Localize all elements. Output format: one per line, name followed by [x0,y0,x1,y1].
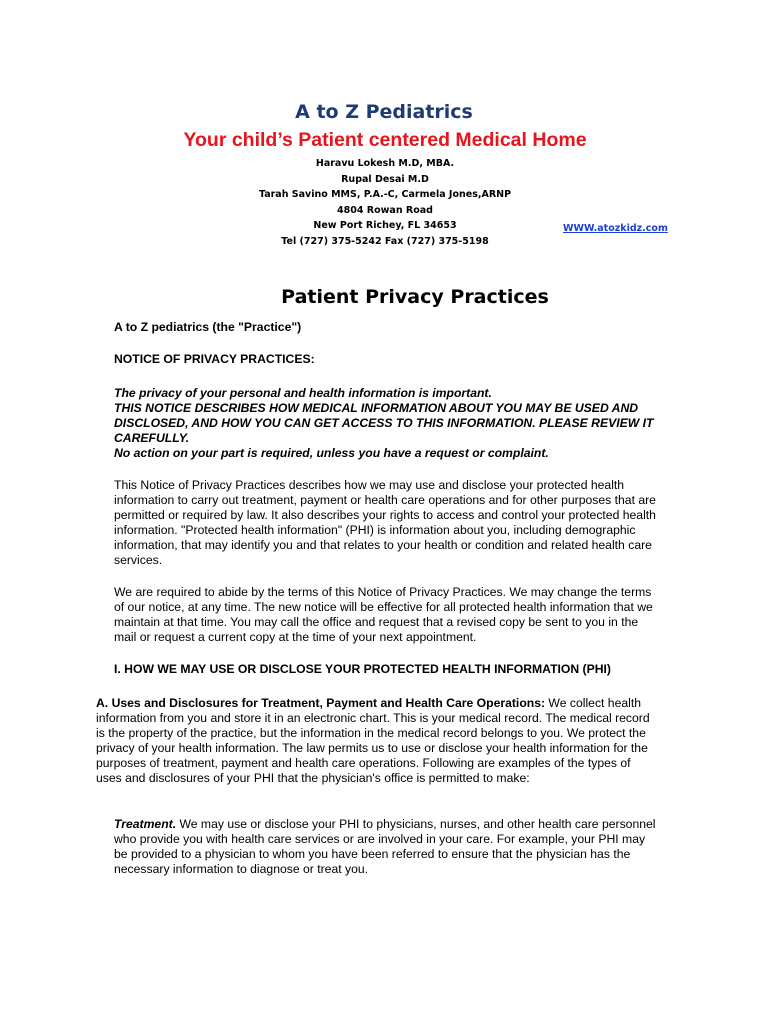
treatment-paragraph [114,817,659,877]
section-heading: I. HOW WE MAY USE OR DISCLOSE YOUR PROTECTED HEALTH INFORMATION (PHI) [114,662,611,676]
paragraph-text: This Notice of Privacy Practices describes how we may use and disclose your protected health information to carry out treatment, payment or health care operations and for other purposes that are permitted or required by law. It also describes your rights to access and control your protected health information. "Protected health information" (PHI) is information about you, including demographic information, that may identify you and that relates to your health or condition and related health care services. [114,478,656,567]
practice-line [114,320,659,335]
important-line: THIS NOTICE DESCRIBES HOW MEDICAL INFORMATION ABOUT YOU MAY BE USED AND DISCLOSED, AND HOW YOU CAN GET ACCESS TO THIS INFORMATION. PLEASE REVIEW IT CAREFULLY. [114,401,654,445]
notice-heading-block [114,352,659,367]
website-link[interactable]: WWW.atozkidz.com [563,223,668,234]
practice-tagline: Your child’s Patient centered Medical Home [183,129,587,151]
paragraph-text: We are required to abide by the terms of this Notice of Privacy Practices. We may change the terms of our notice, at any time. The new notice will be effective for all protected health information that we maintain at that time. You may call the office and request that a revised copy be sent to you in the mail or request a current copy at the time of your next appointment. [114,585,653,644]
section-a [96,696,656,786]
paragraph-terms [114,585,659,645]
important-notice-block [114,386,654,461]
document-title: Patient Privacy Practices [281,286,549,308]
staff-line: Tarah Savino MMS, P.A.-C, Carmela Jones,ARNP [258,189,512,201]
address-city: New Port Richey, FL 34653 [313,220,457,232]
phone-fax-line: Tel (727) 375-5242 Fax (727) 375-5198 [281,235,489,247]
practice-name: A to Z Pediatrics [295,101,473,123]
staff-and-address-block [0,156,770,250]
treatment-text: We may use or disclose your PHI to physicians, nurses, and other health care personnel who provide you with health care services or are involved in your care. For example, your PHI may be provided to a physician to whom you have been referred to ensure that the physician has the necessary information to diagnose or treat you. [114,817,656,876]
staff-line: Haravu Lokesh M.D, MBA. [315,158,455,169]
address-street: 4804 Rowan Road [337,204,433,216]
section-heading-block [114,662,674,677]
section-a-label: A. Uses and Disclosures for Treatment, Payment and Health Care Operations: [96,696,546,710]
practice-definition: A to Z pediatrics (the "Practice") [114,320,302,334]
staff-line: Rupal Desai M.D [341,173,429,185]
section-a-text: We collect health information from you and store it in an electronic chart. This is your medical record. The medical record is the property of the practice, but the information in the medical record belongs to you. We protect the privacy of your health information. The law permits us to use or disclose your health information for the purposes of treatment, payment and health care operations. Following are examples of the types of uses and disclosures of your PHI that the physician's office is permitted to make: [96,696,650,785]
paragraph-intro [114,478,659,568]
important-line: The privacy of your personal and health information is important. [114,386,492,400]
important-line: No action on your part is required, unless you have a request or complaint. [114,446,549,460]
treatment-label: Treatment. [114,817,177,831]
notice-heading: NOTICE OF PRIVACY PRACTICES: [114,352,315,366]
